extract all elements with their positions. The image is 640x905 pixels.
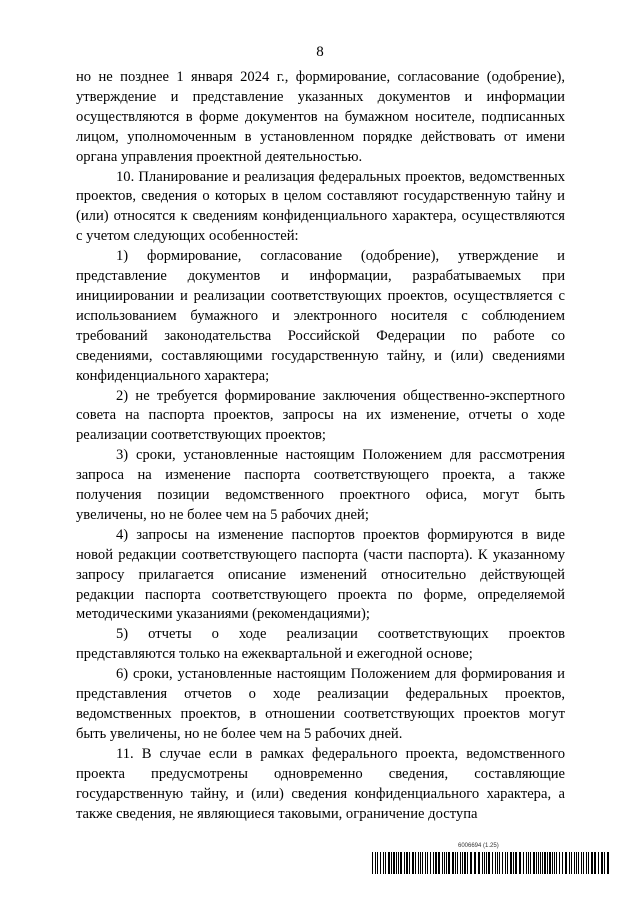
paragraph-clause-10: 10. Планирование и реализация федеральных проектов, ведомственных проектов, сведения о которых в целом составляют государственную тайну и (или) относятся к сведениям конфиденциального характера, осуществляются с учетом следующих особенностей:	[76, 168, 565, 245]
barcode	[372, 843, 612, 879]
document-body	[76, 68, 565, 824]
paragraph-continuation: но не позднее 1 января 2024 г., формирование, согласование (одобрение), утверждение и представление указанных документов и информации осуществляются в форме документов на бумажном носителе, подписанных лицом, уполномоченным в установленном порядке действовать от имени органа управления проектной деятельностью.	[76, 69, 565, 165]
paragraph-item-3: 3) сроки, установленные настоящим Положением для рассмотрения запроса на изменение паспорта соответствующего проекта, а также получения позиции ведомственного проектного офиса, могут быть увеличены, но не более чем на 5 рабочих дней;	[76, 447, 565, 523]
paragraph-clause-11: 11. В случае если в рамках федерального проекта, ведомственного проекта предусмотрены одновременно сведения, составляющие государственную тайну, и (или) сведения конфиденциального характера, а также сведения, не являющиеся таковыми, ограничение доступа	[76, 745, 565, 822]
barcode-icon	[372, 852, 612, 874]
paragraph-item-1: 1) формирование, согласование (одобрение), утверждение и представление документов и информации, разрабатываемых при инициировании и реализации соответствующих проектов, осуществляется с использованием бумажного и электронного носителя с соблюдением требований законодательства Российской Федерации по работе со сведениями, составляющими государственную тайну, и (или) сведениями конфиденциального характера;	[76, 248, 565, 384]
paragraph-item-4: 4) запросы на изменение паспортов проектов формируются в виде новой редакции соответствующего паспорта (части паспорта). К указанному запросу прилагается описание изменений относительно действующей редакции паспорта соответствующего проекта по форме, определяемой методическими указаниями (рекомендациями);	[76, 526, 565, 623]
paragraph-item-2: 2) не требуется формирование заключения общественно-экспертного совета на паспорта проектов, запросы на их изменение, отчеты о ходе реализации соответствующих проектов;	[76, 387, 565, 444]
paragraph-item-6: 6) сроки, установленные настоящим Положением для формирования и представления отчетов о ходе реализации федеральных проектов, ведомственных проектов, в отношении соответствующих проектов могут быть увеличены, но не более чем на 5 рабочих дней.	[76, 666, 565, 742]
page-number: 8	[316, 44, 324, 60]
barcode-code: 6006694 (1.25)	[458, 843, 499, 849]
paragraph-item-5: 5) отчеты о ходе реализации соответствующих проектов представляются только на ежеквартальной и ежегодной основе;	[76, 626, 565, 663]
